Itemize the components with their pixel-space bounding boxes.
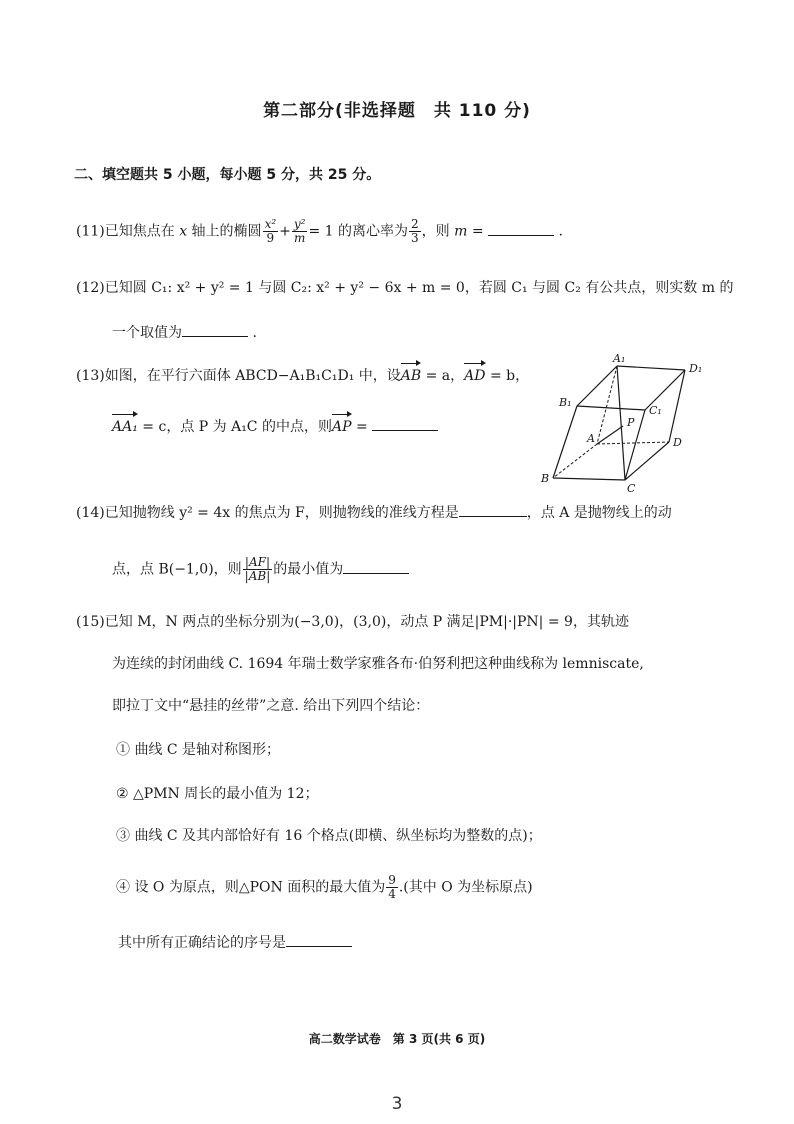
edge-b1-b (553, 406, 577, 478)
question-text: 已知焦点在 (104, 223, 180, 240)
edge-a1-b1 (577, 366, 617, 406)
question-text: = a， (421, 368, 465, 384)
label-c1: C₁ (649, 404, 662, 417)
page-title: 第二部分(非选择题 共 110 分) (263, 101, 531, 121)
vector-ap: AP (331, 419, 352, 435)
question-12-line2 (112, 322, 257, 343)
page-footer: 高二数学试卷 第 3 页(共 6 页) (308, 1032, 486, 1046)
question-number: (12) (76, 280, 105, 296)
vector-ad: AD (464, 368, 486, 384)
page-number: 3 (391, 1094, 403, 1114)
question-15 (76, 612, 629, 632)
answer-blank[interactable] (286, 932, 352, 947)
question-text: 如图，在平行六面体 ABCD−A₁B₁C₁D₁ 中，设 (104, 368, 401, 384)
answer-line (118, 932, 352, 953)
var-x: x (179, 223, 188, 240)
question-text: 已知圆 C₁: x² + y² = 1 与圆 C₂: x² + y² − 6x + m = 0，若圆 C₁ 与圆 C₂ 有公共点，则实数 m 的 (104, 280, 734, 296)
answer-blank[interactable] (182, 322, 248, 337)
answer-blank[interactable] (488, 221, 554, 236)
question-text: 轴上的椭圆 (187, 223, 262, 240)
question-15-line2: 为连续的封闭曲线 C. 1694 年瑞士数学家雅各布·伯努利把这种曲线称为 lemniscate, (112, 656, 644, 672)
question-text: = (467, 223, 489, 240)
question-number: (13) (76, 368, 105, 384)
edge-b-c (553, 478, 625, 480)
question-14 (76, 502, 672, 523)
conclusion-1: ① 曲线 C 是轴对称图形； (116, 742, 281, 758)
label-p: P (627, 416, 635, 429)
parallelepiped-figure (535, 352, 710, 492)
label-d: D (673, 436, 682, 449)
answer-blank[interactable] (343, 559, 409, 574)
question-text: ④ 设 O 为原点，则△PON 面积的最大值为 (116, 879, 386, 896)
question-text: = 1 的离心率为 (308, 223, 409, 240)
question-text: 其中所有正确结论的序号是 (118, 935, 286, 951)
question-15-line3: 即拉丁文中“悬挂的丝带”之意. 给出下列四个结论： (112, 698, 430, 714)
question-11 (76, 218, 563, 245)
edge-a-d-hidden (597, 442, 669, 444)
question-text: = (351, 419, 373, 435)
edge-b1-c1 (577, 406, 645, 410)
question-text: 点，点 B(−1,0)，则 (112, 561, 242, 578)
label-b: B (541, 472, 550, 485)
question-text: ，点 A 是抛物线上的动 (526, 505, 672, 521)
question-13-line2 (112, 416, 438, 437)
label-a: A (587, 432, 595, 445)
fraction-y2-m: $\frac{\text{y²}}{m}$ (293, 217, 306, 245)
answer-blank[interactable] (459, 502, 527, 517)
conclusion-4 (116, 874, 533, 901)
answer-blank[interactable] (372, 416, 438, 431)
var-m: m (454, 223, 468, 240)
conclusion-3: ③ 曲线 C 及其内部恰好有 16 个格点(即横、纵坐标均为整数的点)； (116, 828, 542, 844)
fraction-2-3: $\frac{2}{3}$ (411, 217, 419, 245)
fraction-x2-9: $\frac{\text{x²}}{9}$ (264, 217, 277, 245)
plus-sign: + (279, 223, 291, 240)
fraction-9-4: $\frac{9}{4}$ (388, 873, 396, 901)
question-14-line2 (112, 556, 409, 583)
question-number: (14) (76, 505, 105, 521)
label-c: C (627, 482, 636, 492)
question-text: ，则 (421, 223, 455, 240)
question-text: . (248, 325, 257, 341)
question-number: (15) (76, 614, 105, 630)
edge-a1-d1 (617, 366, 685, 370)
label-a1: A₁ (613, 352, 626, 365)
label-d1: D₁ (689, 362, 703, 375)
question-text: 的最小值为 (273, 561, 344, 578)
label-b1: B₁ (559, 396, 572, 409)
fraction-af-ab: $\frac{|AF|}{|AB|}$ (244, 555, 271, 583)
question-13 (76, 366, 529, 386)
vector-aa1: AA₁ (112, 419, 138, 435)
edge-d1-d (669, 370, 685, 442)
question-text: .(其中 O 为坐标原点) (398, 879, 533, 896)
edge-a-b-hidden (553, 444, 597, 478)
edge-c-d (625, 442, 669, 480)
question-12 (76, 278, 733, 298)
section-heading: 二、填空题共 5 小题，每小题 5 分，共 25 分。 (74, 167, 381, 183)
segment-a-p (597, 426, 623, 444)
conclusion-2: ② △PMN 周长的最小值为 12； (116, 786, 319, 802)
question-text: 一个取值为 (112, 325, 182, 341)
question-text: 已知抛物线 y² = 4x 的焦点为 F，则抛物线的准线方程是 (104, 505, 459, 521)
question-text: = c，点 P 为 A₁C 的中点，则 (137, 419, 332, 435)
question-text: . (554, 223, 563, 240)
question-number: (11) (76, 223, 105, 240)
segment-a1-c (617, 366, 625, 480)
question-text: = b， (485, 368, 530, 384)
question-text: 已知 M，N 两点的坐标分别为(−3,0)，(3,0)，动点 P 满足|PM|·|PN| = 9，其轨迹 (104, 614, 629, 630)
vector-ab: AB (400, 368, 422, 384)
